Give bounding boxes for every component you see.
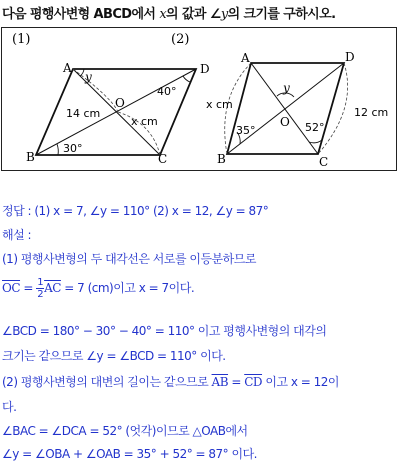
angle-label-35: 35° xyxy=(236,124,256,137)
solution-line-4: 크기는 같으므로 ∠y = ∠BCD = 110° 이다. xyxy=(2,349,226,363)
figure1-label: (1) xyxy=(12,32,31,47)
question-part: 의 값과 ∠ xyxy=(166,7,221,22)
angle-arc-c-2 xyxy=(309,140,322,143)
solution-text: 이고 x = 12이 xyxy=(262,375,339,389)
figure2-label: (2) xyxy=(171,32,190,47)
fraction-numerator: 1 xyxy=(37,277,44,288)
point-label-b-2: B xyxy=(217,152,226,166)
question-part: 다음 평행사변형 ABCD에서 xyxy=(2,7,160,22)
figure-box xyxy=(1,27,397,171)
point-label-a-1: A xyxy=(63,61,72,75)
question-part: 의 크기를 구하시오. xyxy=(227,7,336,22)
segment-ac: $\overline{AC}$ xyxy=(44,281,61,295)
segment-cd: $\overline{CD}$ xyxy=(244,375,263,389)
angle-label-52: 52° xyxy=(305,121,325,134)
point-label-o-2: O xyxy=(280,115,290,129)
solution-line-6: 다. xyxy=(2,400,17,414)
equals-sign: = xyxy=(20,281,37,295)
point-label-c-2: C xyxy=(319,155,329,169)
point-label-d-2: D xyxy=(345,50,355,64)
solution-text: (2) 평행사변형의 대변의 길이는 같으므로 xyxy=(2,375,212,389)
angle-arc-y-1 xyxy=(80,69,84,76)
angle-arc-d-1 xyxy=(183,76,190,82)
solution-heading: 해설 : xyxy=(2,228,32,242)
angle-label-40: 40° xyxy=(157,85,177,98)
angle-label-y-1: y xyxy=(85,70,92,84)
angle-label-30: 30° xyxy=(63,142,83,155)
answer-line: 정답 : (1) x = 7, ∠y = 110° (2) x = 12, ∠y = 87° xyxy=(2,204,269,218)
question-var-x: x xyxy=(159,7,167,22)
length-label-xcm-1: x cm xyxy=(131,115,158,128)
solution-line-7: ∠BAC = ∠DCA = 52° (엇각)이므로 △OAB에서 xyxy=(2,424,248,438)
solution-text: = 7 (cm)이고 x = 7이다. xyxy=(60,281,195,295)
segment-oc: $\overline{OC}$ xyxy=(2,281,21,295)
fraction-denominator: 2 xyxy=(37,289,44,300)
solution-line-1: (1) 평행사변형의 두 대각선은 서로를 이등분하므로 xyxy=(2,252,256,266)
point-label-o-1: O xyxy=(115,96,125,110)
point-label-c-1: C xyxy=(158,152,168,166)
solution-line-3: ∠BCD = 180° − 30° − 40° = 110° 이고 평행사변형의 대각의 xyxy=(2,324,327,338)
question-var-y: y xyxy=(220,7,228,22)
segment-ab: $\overline{AB}$ xyxy=(211,375,229,389)
solution-line-2 xyxy=(2,277,398,300)
point-label-d-1: D xyxy=(200,62,210,76)
point-label-a-2: A xyxy=(241,51,250,65)
solution-line-5 xyxy=(2,373,398,390)
point-label-b-1: B xyxy=(26,150,35,164)
figures-svg xyxy=(2,28,398,172)
length-label-14cm: 14 cm xyxy=(66,107,101,120)
length-label-12cm: 12 cm xyxy=(354,106,389,119)
diagonal-ac-2 xyxy=(251,63,318,154)
diagonal-bd-2 xyxy=(227,63,344,154)
angle-label-y-2: y xyxy=(283,81,290,95)
diagonal-bd-1 xyxy=(36,69,196,155)
equals-sign: = xyxy=(228,375,245,389)
solution-line-8: ∠y = ∠OBA + ∠OAB = 35° + 52° = 87° 이다. xyxy=(2,447,257,461)
fraction-half xyxy=(36,277,44,300)
length-label-xcm-2: x cm xyxy=(206,98,233,111)
angle-arc-b-1 xyxy=(57,144,58,155)
question-text xyxy=(2,3,398,22)
